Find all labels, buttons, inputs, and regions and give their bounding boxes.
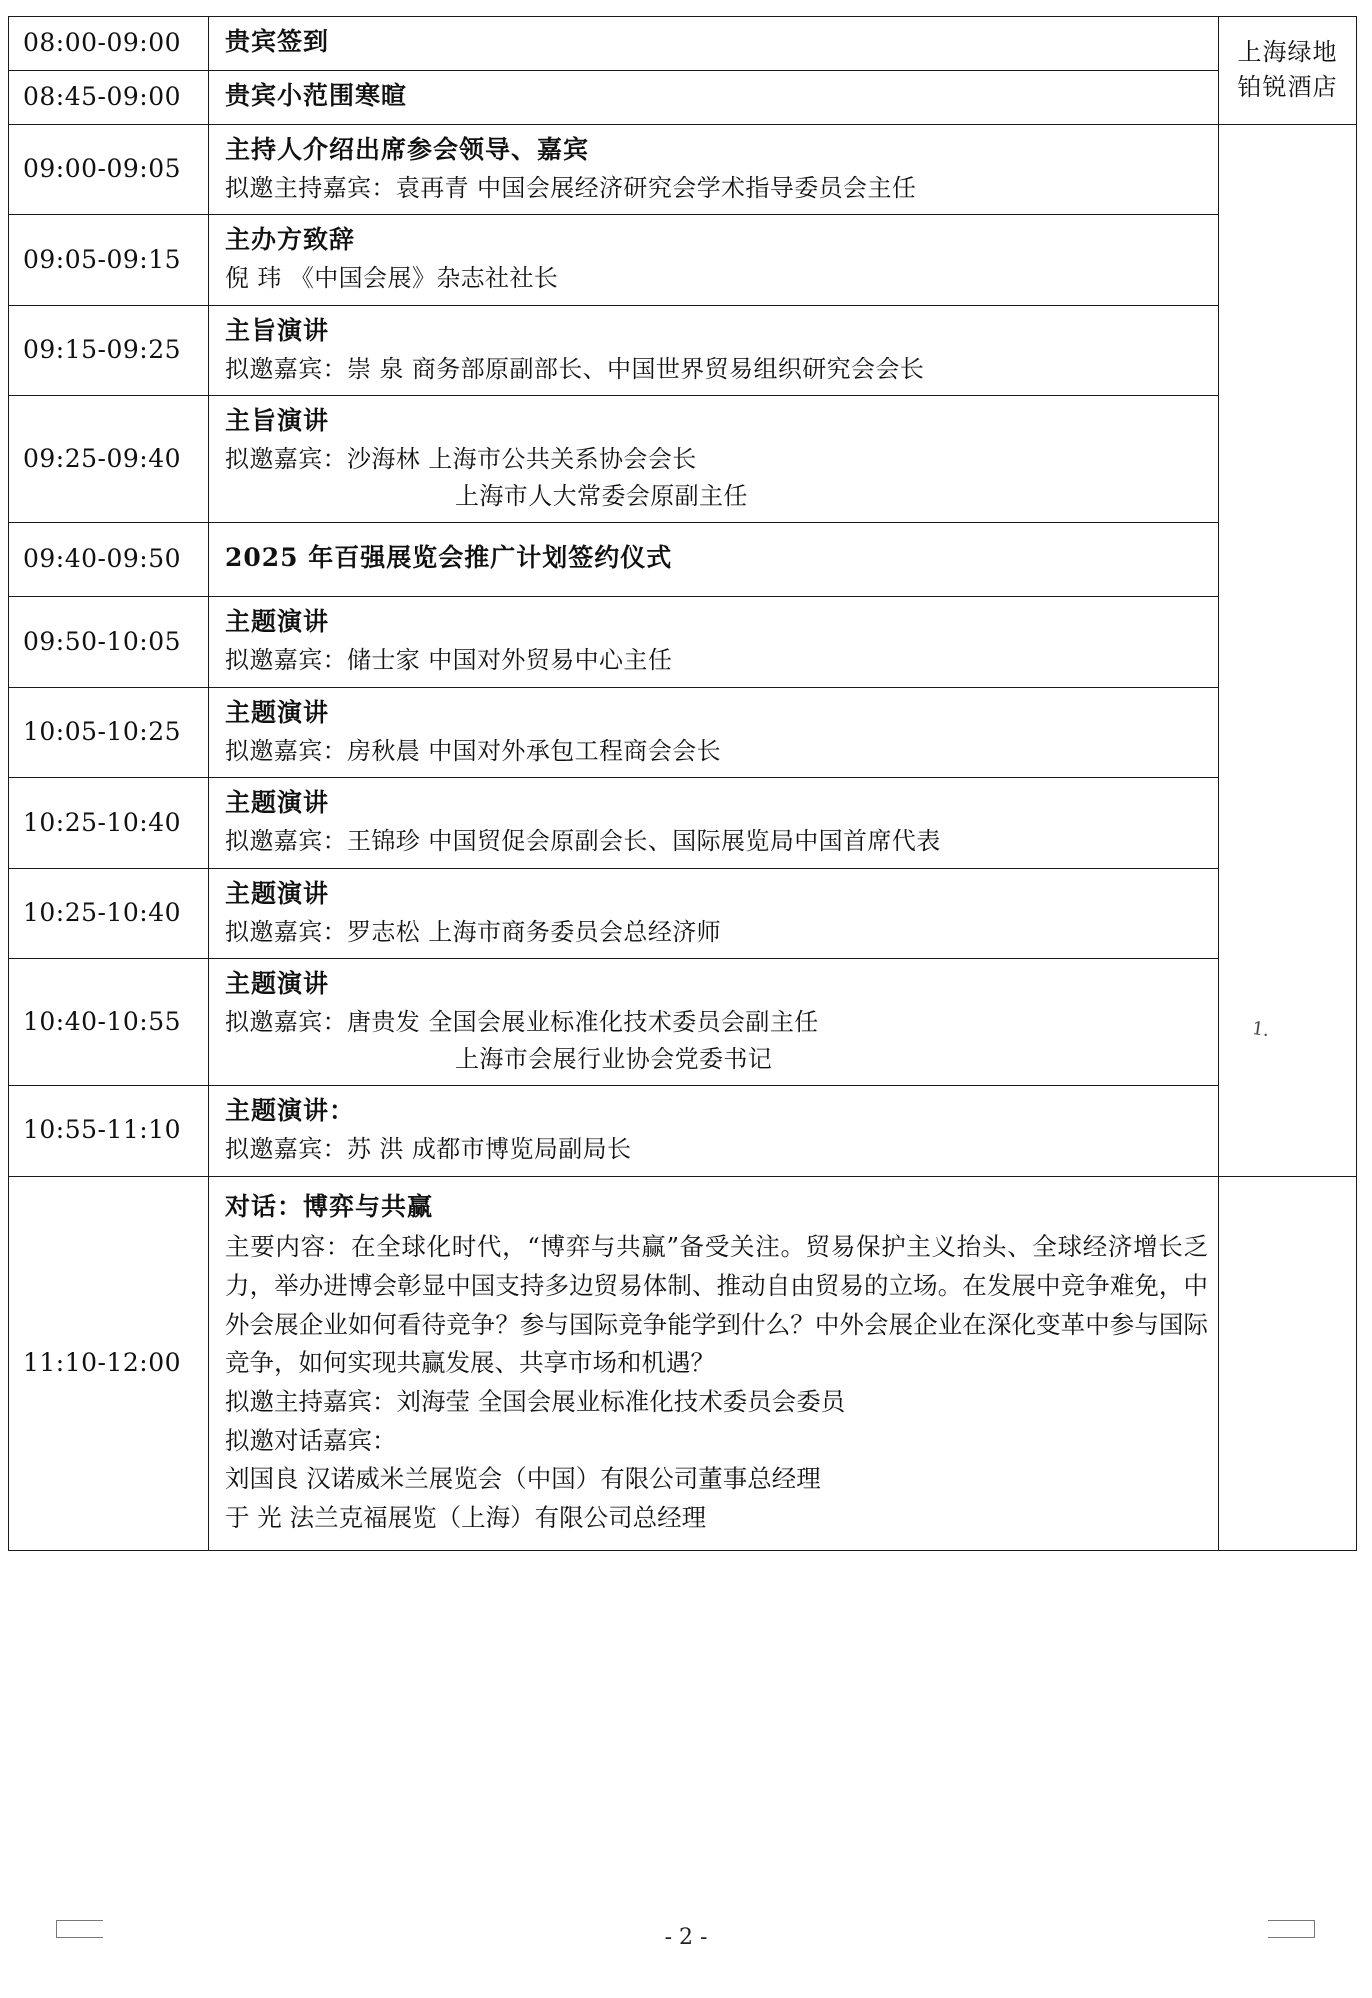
row-subline: 上海市人大常委会原副主任: [455, 481, 748, 510]
row-title: 贵宾签到: [225, 27, 330, 56]
row-content: [209, 125, 1219, 215]
row-content: [209, 215, 1219, 305]
row-time: 10:05-10:25: [9, 687, 209, 777]
row-content: [209, 396, 1219, 523]
row-title: 主题演讲：: [225, 1096, 356, 1126]
margin-annotation: 1.: [1250, 1017, 1271, 1042]
row-time: 09:40-09:50: [9, 523, 209, 597]
row-subline: 拟邀嘉宾：苏 洪 成都市博览局副局长: [225, 1135, 632, 1164]
table-row: [9, 959, 1357, 1086]
row-subline: 拟邀嘉宾：房秋晨 中国对外承包工程商会会长: [225, 736, 722, 765]
row-title: 主题演讲: [225, 697, 330, 727]
dialog-guest: 刘国良 汉诺威米兰展览会（中国）有限公司董事总经理: [225, 1464, 821, 1494]
row-time: 09:15-09:25: [9, 305, 209, 395]
row-title: 主题演讲: [225, 788, 330, 818]
row-time: 09:50-10:05: [9, 597, 209, 687]
table-row: [9, 778, 1357, 868]
table-row: [9, 396, 1357, 523]
row-time: 11:10-12:00: [9, 1176, 209, 1550]
row-title: 主办方致辞: [225, 225, 356, 255]
table-row: [9, 687, 1357, 777]
table-row: [9, 125, 1357, 215]
row-content: [209, 523, 1219, 597]
row-content: [209, 71, 1219, 125]
row-subline: 倪 玮 《中国会展》杂志社社长: [225, 264, 559, 293]
row-time: 10:25-10:40: [9, 778, 209, 868]
row-time: 09:25-09:40: [9, 396, 209, 523]
table-row: [9, 17, 1357, 71]
table-row-dialog: [9, 1176, 1357, 1550]
row-title: 主旨演讲: [225, 406, 330, 436]
table-row: [9, 1086, 1357, 1176]
row-time: 08:45-09:00: [9, 71, 209, 125]
row-time: 08:00-09:00: [9, 17, 209, 71]
table-row: [9, 215, 1357, 305]
row-time: 09:00-09:05: [9, 125, 209, 215]
dialog-guest: 于 光 法兰克福展览（上海）有限公司总经理: [225, 1503, 707, 1533]
row-subline: 拟邀嘉宾：沙海林 上海市公共关系协会会长: [225, 445, 697, 474]
row-time: 09:05-09:15: [9, 215, 209, 305]
place-empty-cell: [1219, 125, 1357, 1177]
table-row: [9, 597, 1357, 687]
row-subline: 拟邀主持嘉宾：袁再青 中国会展经济研究会学术指导委员会主任: [225, 174, 917, 202]
dialog-title: 对话：博弈与共赢: [225, 1191, 434, 1221]
row-place: 上海绿地铂锐酒店: [1219, 17, 1357, 125]
row-title: 2025 年百强展览会推广计划签约仪式: [225, 543, 673, 573]
table-row: [9, 523, 1357, 597]
row-subline: 拟邀嘉宾：唐贵发 全国会展业标准化技术委员会副主任: [225, 1008, 819, 1037]
row-subline: 拟邀嘉宾：罗志松 上海市商务委员会总经济师: [225, 917, 722, 946]
place-empty-cell: [1219, 1176, 1357, 1550]
row-content: [209, 868, 1219, 958]
row-subline: 拟邀嘉宾：储士家 中国对外贸易中心主任: [225, 646, 673, 675]
row-title: 主题演讲: [225, 969, 330, 999]
row-content: [209, 1086, 1219, 1176]
row-content: [209, 687, 1219, 777]
row-time: 10:40-10:55: [9, 959, 209, 1086]
agenda-table: [8, 16, 1357, 1551]
row-subline: 上海市会展行业协会党委书记: [455, 1044, 773, 1073]
dialog-guest-label: 拟邀对话嘉宾：: [225, 1425, 397, 1455]
row-content: [209, 597, 1219, 687]
table-row: [9, 305, 1357, 395]
row-time: 10:55-11:10: [9, 1086, 209, 1176]
dialog-paragraph: 主要内容：在全球化时代，“博弈与共赢”备受关注。贸易保护主义抬头、全球经济增长乏力，举办进博会彰显中国支持多边贸易体制、推动自由贸易的立场。在发展中竞争难免，中外会展企业如何看待竞争？参与国际竞争能学到什么？中外会展企业在深化变革中参与国际竞争，如何实现共赢发展、共享市场和机遇？: [225, 1232, 1208, 1378]
row-subline: 拟邀嘉宾：崇 泉 商务部原副部长、中国世界贸易组织研究会会长: [225, 354, 925, 383]
row-title: 主持人介绍出席参会领导、嘉宾: [225, 135, 590, 164]
row-subline: 拟邀嘉宾：王锦珍 中国贸促会原副会长、国际展览局中国首席代表: [225, 827, 941, 856]
row-content: [209, 959, 1219, 1086]
row-title: 主题演讲: [225, 607, 330, 637]
row-time: 10:25-10:40: [9, 868, 209, 958]
row-content: [209, 778, 1219, 868]
row-content: [209, 17, 1219, 71]
row-title: 主题演讲: [225, 878, 330, 908]
row-content: [209, 305, 1219, 395]
dialog-host: 拟邀主持嘉宾：刘海莹 全国会展业标准化技术委员会委员: [225, 1386, 846, 1416]
table-row: [9, 868, 1357, 958]
page-number: - 2 -: [664, 1925, 708, 1950]
row-title: 贵宾小范围寒暄: [225, 81, 408, 110]
table-row: [9, 71, 1357, 125]
dialog-content: [209, 1176, 1219, 1550]
row-title: 主旨演讲: [225, 315, 330, 345]
